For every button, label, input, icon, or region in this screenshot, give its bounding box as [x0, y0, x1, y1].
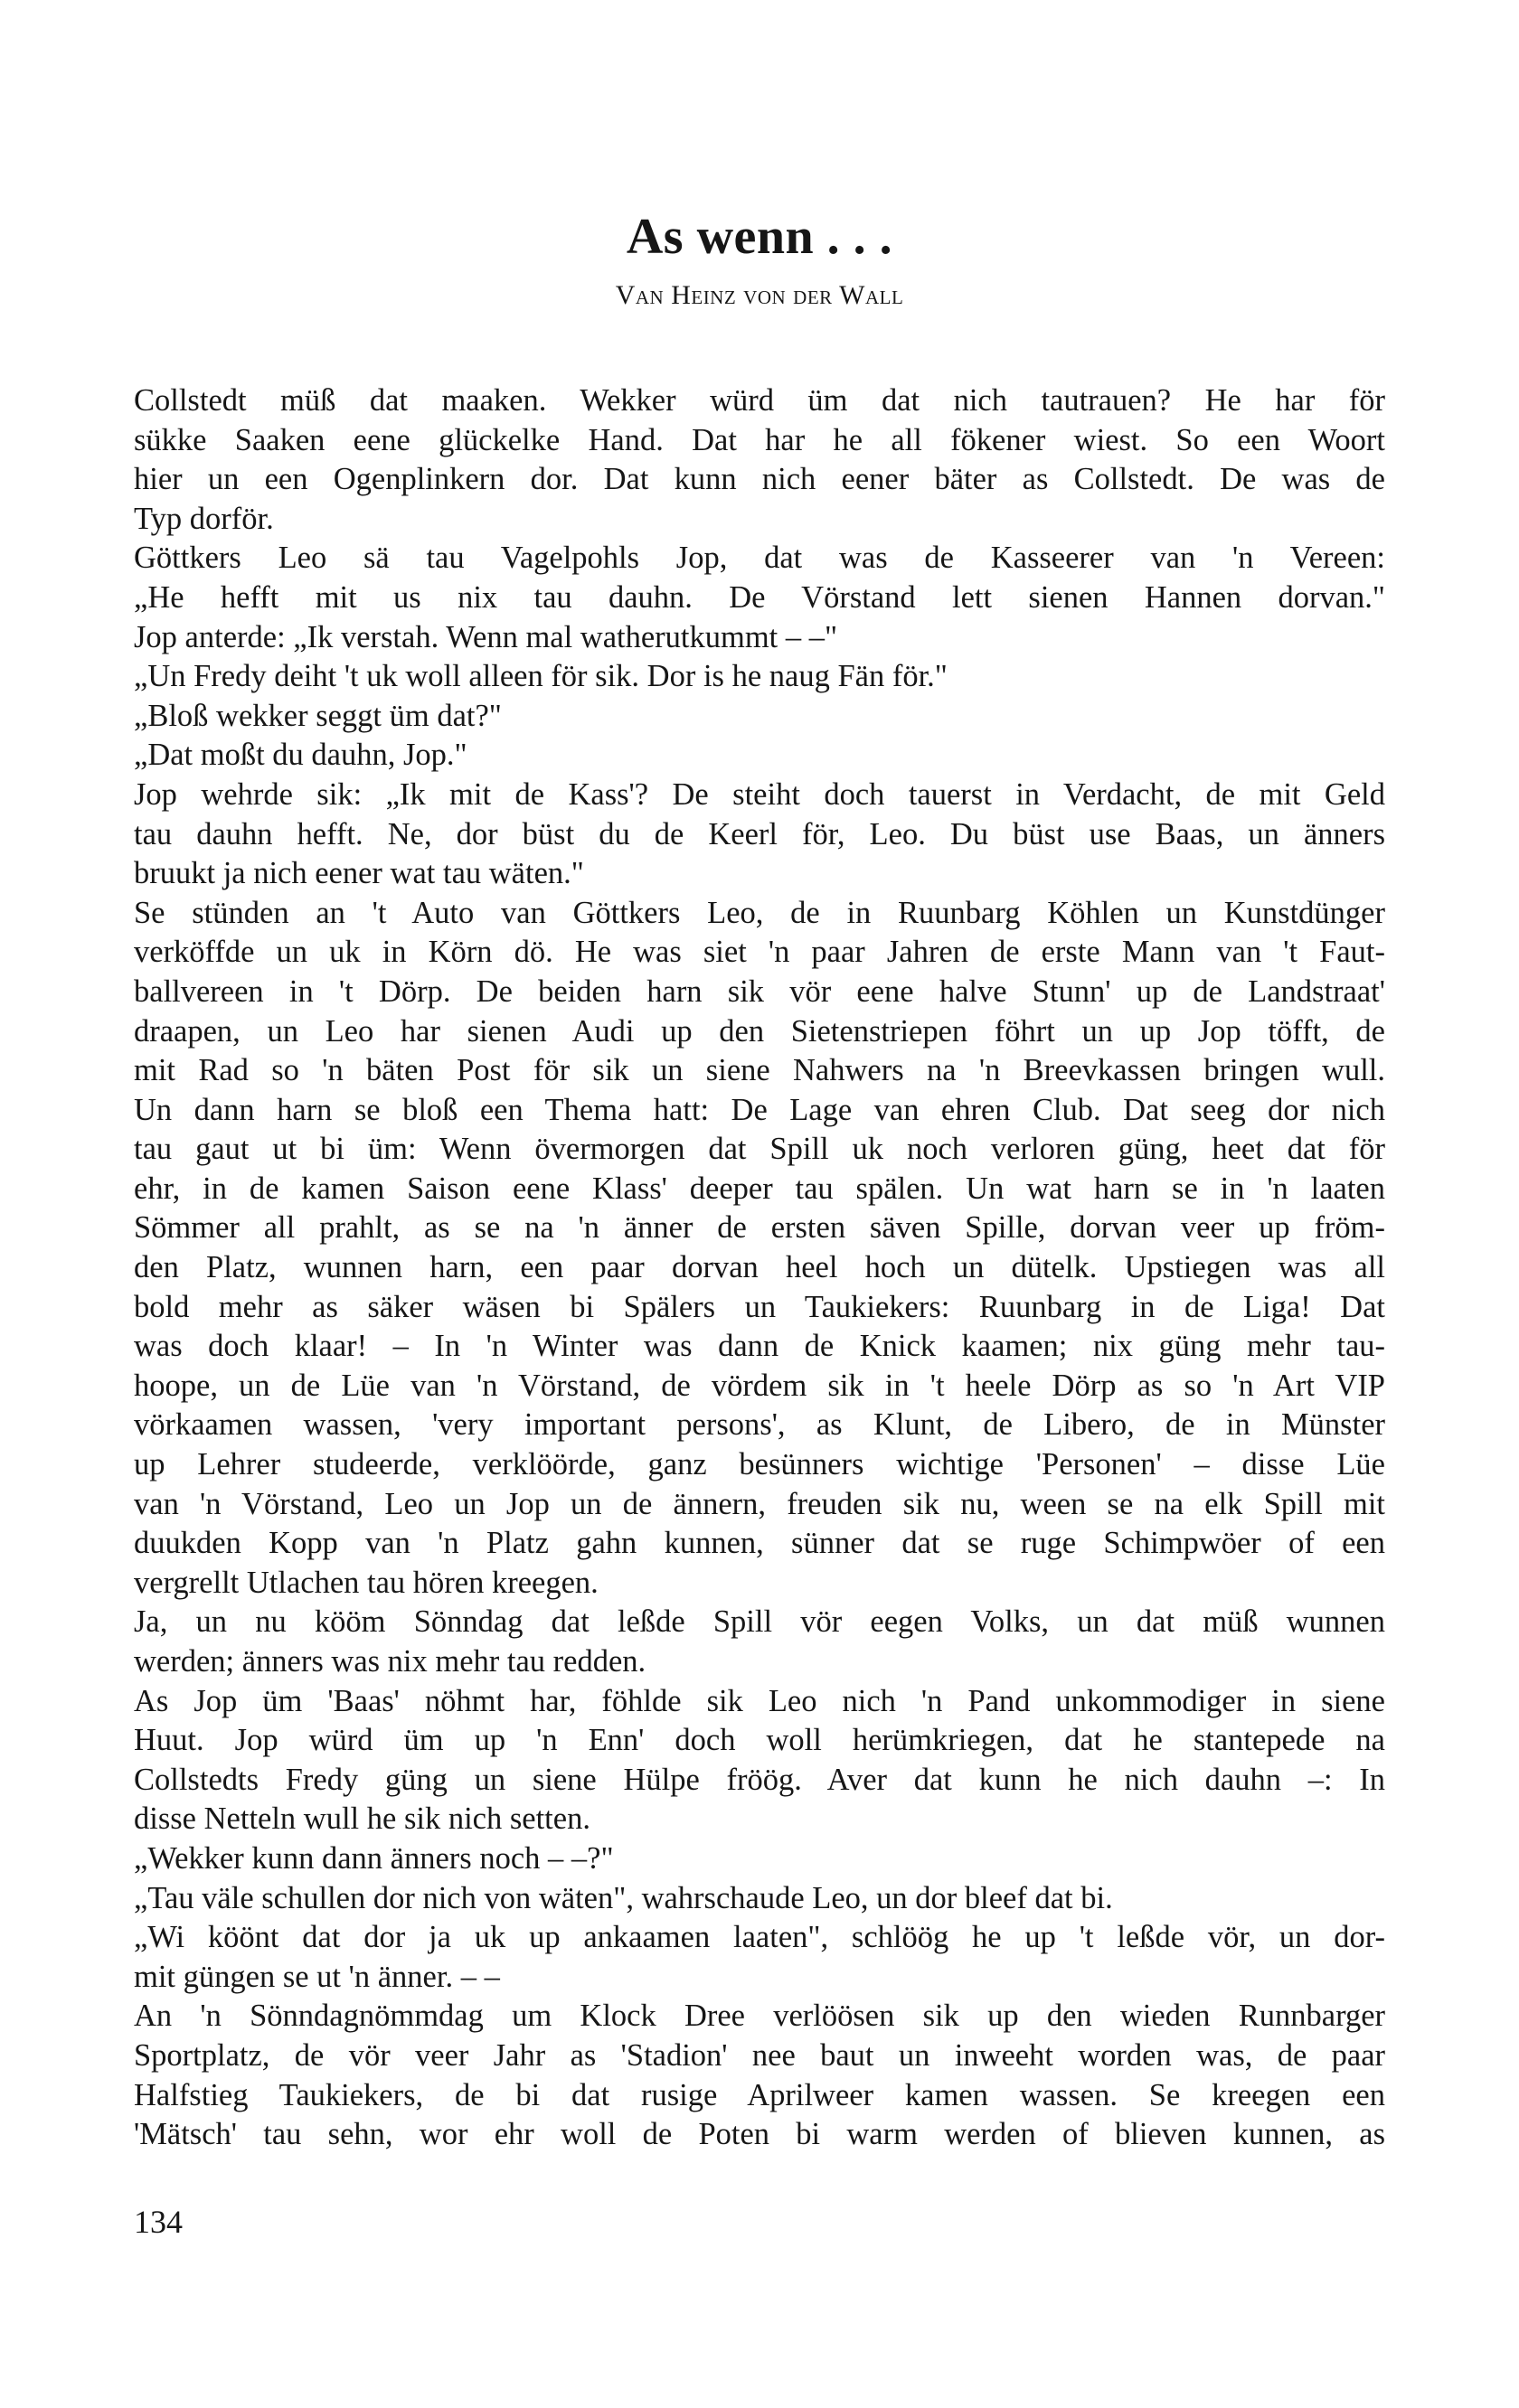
text-line: Sportplatz, de vör veer Jahr as 'Stadion' nee baut un inweeht worden was, de paar — [134, 2037, 1385, 2073]
text-line: Jop wehrde sik: „Ik mit de Kass'? De steiht doch tauerst in Verdacht, de mit Geld — [134, 776, 1385, 812]
text-line: 'Mätsch' tau sehn, wor ehr woll de Poten bi warm werden of blieven kunnen, as — [134, 2117, 1385, 2152]
text-line: hoope, un de Lüe van 'n Vörstand, de vördem sik in 't heele Dörp as so 'n Art VIP — [134, 1368, 1385, 1403]
text-line: Typ dorför. — [134, 501, 274, 536]
text-line: hier un een Ogenplinkern dor. Dat kunn nich eener bäter as Collstedt. De was de — [134, 462, 1385, 497]
text-line: „Un Fredy deiht 't uk woll alleen för sik. Dor is he naug Fän för." — [134, 659, 948, 694]
text-line: verköffde un uk in Körn dö. He was siet 'n paar Jahren de erste Mann van 't Faut- — [134, 935, 1385, 970]
text-line: „Bloß wekker seggt üm dat?" — [134, 698, 502, 733]
text-line: ehr, in de kamen Saison eene Klass' deeper tau spälen. Un wat harn se in 'n laaten — [134, 1171, 1385, 1206]
page-number: 134 — [134, 2204, 183, 2240]
text-line: sükke Saaken eene glückelke Hand. Dat har he all fökener wiest. So een Woort — [134, 422, 1385, 457]
text-line: disse Netteln wull he sik nich setten. — [134, 1801, 590, 1837]
text-line: Sömmer all prahlt, as se na 'n änner de ersten säven Spille, dorvan veer up fröm- — [134, 1210, 1385, 1246]
text-line: „Dat moßt du dauhn, Jop." — [134, 738, 467, 773]
text-line: Collstedts Fredy güng un siene Hülpe fröög. Aver dat kunn he nich dauhn –: In — [134, 1762, 1385, 1797]
text-line: An 'n Sönndagnömmdag um Klock Dree verlöösen sik up den wieden Runnbarger — [134, 1999, 1385, 2034]
text-line: was doch klaar! – In 'n Winter was dann de Knick kaamen; nix güng mehr tau- — [134, 1329, 1385, 1364]
text-line: draapen, un Leo har sienen Audi up den Sietenstriepen föhrt un up Jop töfft, de — [134, 1013, 1385, 1049]
text-line: vörkaamen wassen, 'very important persons', as Klunt, de Libero, de in Münster — [134, 1407, 1385, 1443]
text-line: Halfstieg Taukiekers, de bi dat rusige Aprilweer kamen wassen. Se kreegen een — [134, 2077, 1385, 2112]
text-line: Se stünden an 't Auto van Göttkers Leo, de in Ruunbarg Köhlen un Kunstdünger — [134, 895, 1385, 930]
text-line: Huut. Jop würd üm up 'n Enn' doch woll herümkriegen, dat he stantepede na — [134, 1723, 1385, 1758]
text-line: Un dann harn se bloß een Thema hatt: De Lage van ehren Club. Dat seeg dor nich — [134, 1092, 1385, 1127]
text-line: vergrellt Utlachen tau hören kreegen. — [134, 1565, 599, 1600]
text-line: Göttkers Leo sä tau Vagelpohls Jop, dat was de Kasseerer van 'n Vereen: — [134, 541, 1385, 576]
text-line: tau gaut ut bi üm: Wenn övermorgen dat Spill uk noch verloren güng, heet dat för — [134, 1132, 1385, 1167]
text-line: As Jop üm 'Baas' nöhmt har, föhlde sik Leo nich 'n Pand unkommodiger in siene — [134, 1683, 1385, 1718]
text-line: den Platz, wunnen harn, een paar dorvan heel hoch un dütelk. Upstiegen was all — [134, 1250, 1385, 1285]
text-line: ballvereen in 't Dörp. De beiden harn sik vör eene halve Stunn' up de Landstraat' — [134, 974, 1385, 1009]
text-line: Ja, un nu kööm Sönndag dat leßde Spill vör eegen Volks, un dat müß wunnen — [134, 1604, 1385, 1640]
text-line: bruukt ja nich eener wat tau wäten." — [134, 856, 584, 891]
text-line: bold mehr as säker wäsen bi Spälers un Taukiekers: Ruunbarg in de Liga! Dat — [134, 1289, 1385, 1324]
text-line: up Lehrer studeerde, verklöörde, ganz besünners wichtige 'Personen' – disse Lüe — [134, 1447, 1385, 1482]
text-line: „Tau väle schullen dor nich von wäten", wahrschaude Leo, un dor bleef dat bi. — [134, 1880, 1113, 1915]
story-title: As wenn . . . — [626, 208, 893, 265]
story-body — [134, 381, 1385, 2155]
text-line: van 'n Vörstand, Leo un Jop un de ännern, freuden sik nu, ween se na elk Spill mit — [134, 1486, 1385, 1521]
text-line: mit güngen se ut 'n änner. – – — [134, 1959, 500, 1994]
text-line: „Wi köönt dat dor ja uk up ankaamen laaten", schlöög he up 't leßde vör, un dor- — [134, 1920, 1385, 1955]
text-line: Jop anterde: „Ik verstah. Wenn mal watherutkummt – –" — [134, 619, 838, 654]
text-line: „He hefft mit us nix tau dauhn. De Vörstand lett sienen Hannen dorvan." — [134, 579, 1385, 615]
text-line: tau dauhn hefft. Ne, dor büst du de Keerl för, Leo. Du büst use Baas, un änners — [134, 816, 1385, 851]
text-line: Collstedt müß dat maaken. Wekker würd üm dat nich tautrauen? He har för — [134, 383, 1385, 418]
text-line: duukden Kopp van 'n Platz gahn kunnen, sünner dat se ruge Schimpwöer of een — [134, 1526, 1385, 1561]
text-line: mit Rad so 'n bäten Post för sik un siene Nahwers na 'n Breevkassen bringen wull. — [134, 1053, 1385, 1088]
author-byline: Van Heinz von der Wall — [615, 280, 904, 310]
text-line: „Wekker kunn dann änners noch – –?" — [134, 1840, 614, 1876]
text-line: werden; änners was nix mehr tau redden. — [134, 1644, 646, 1679]
